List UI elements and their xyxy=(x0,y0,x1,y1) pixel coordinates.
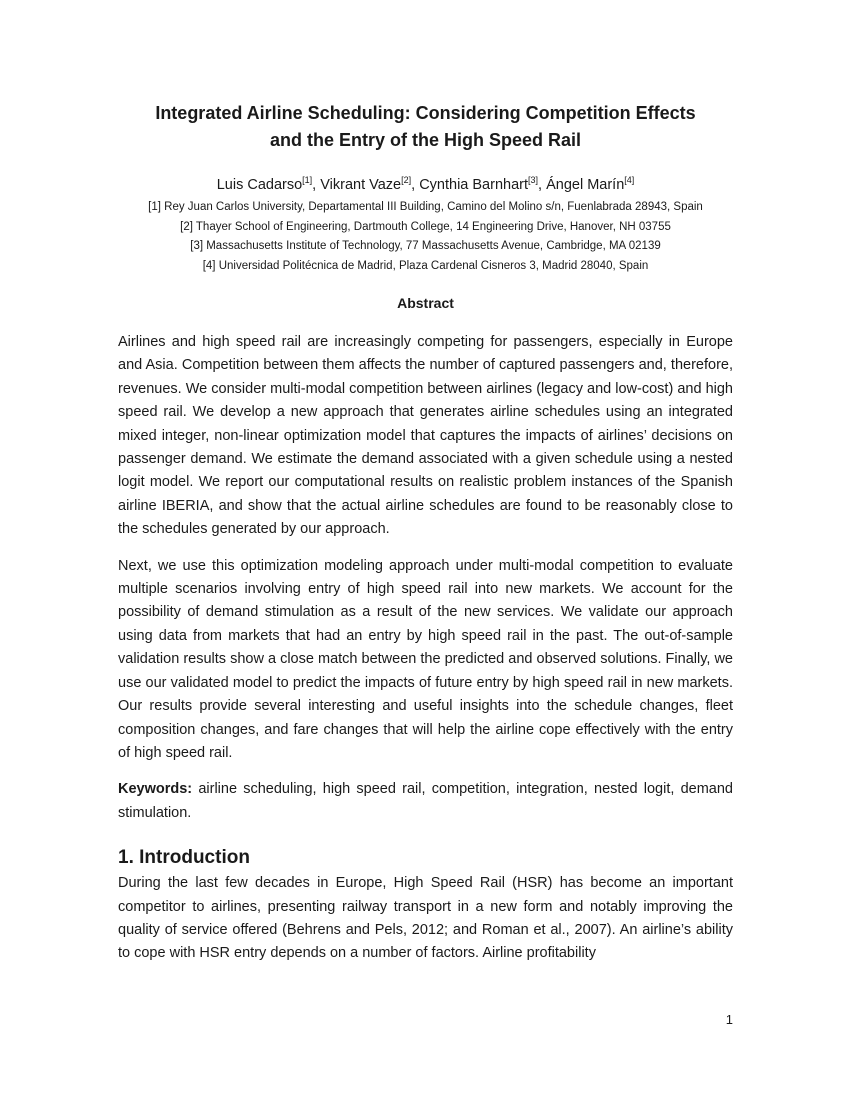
abstract-paragraph-1: Airlines and high speed rail are increasingly competing for passengers, especially in Europe and Asia. Competition between them affects the number of captured passengers and, therefore, revenues. We consider multi-modal competition between airlines (legacy and low-cost) and high speed rail. We develop a new approach that generates airline schedules using an integrated mixed integer, non-linear optimization model that captures the impacts of airlines’ decisions on passenger demand. We estimate the demand associated with a given schedule using a nested logit model. We report our computational results on realistic problem instances of the Spanish airline IBERIA, and show that the actual airline schedules are found to be reasonably close to the schedules generated by our approach. xyxy=(118,334,733,538)
abstract-paragraph-2: Next, we use this optimization modeling approach under multi-modal competition to evaluate multiple scenarios involving entry of high speed rail into new markets. We account for the possibility of demand stimulation as a result of the new services. We validate our approach using data from markets that had an entry by high speed rail in the past. The out-of-sample validation results show a close match between the predicted and observed solutions. Finally, we use our validated model to predict the impacts of future entry by high speed rail in new markets. Our results provide several interesting and useful insights into the schedule changes, fleet composition changes, and fare changes that will help the airline cope effectively with the entry of high speed rail. xyxy=(118,557,733,761)
paper-page xyxy=(118,100,733,966)
affiliation-item: [2] Thayer School of Engineering, Dartmouth College, 14 Engineering Drive, Hanover, NH 03755 xyxy=(180,220,671,233)
author-ref: [1] xyxy=(302,175,313,186)
affiliation-item: [1] Rey Juan Carlos University, Departamental III Building, Camino del Molino s/n, Fuenlabrada 28943, Spain xyxy=(148,201,703,213)
author-separator: , xyxy=(411,177,420,193)
author-name: Cynthia Barnhart xyxy=(419,177,528,193)
author-list xyxy=(118,174,733,196)
author-ref: [4] xyxy=(624,175,635,186)
author-ref: [3] xyxy=(528,175,539,186)
author-separator: , xyxy=(312,177,321,193)
paper-title xyxy=(118,100,733,154)
intro-paragraph-1: During the last few decades in Europe, High Speed Rail (HSR) has become an important competitor to airlines, presenting railway transport in a new form and notably improving the quality of service offered (Behrens and Pels, 2012; and Roman et al., 2007). An airline’s ability to cope with HSR entry depends on a number of factors. Airline profitability xyxy=(118,875,733,962)
section-heading-introduction: 1. Introduction xyxy=(118,847,250,869)
author-ref: [2] xyxy=(401,175,412,186)
affiliation-item: [3] Massachusetts Institute of Technology, 77 Massachusetts Avenue, Cambridge, MA 02139 xyxy=(190,240,661,252)
keywords-text: airline scheduling, high speed rail, competition, integration, nested logit, demand stimulation. xyxy=(118,781,733,821)
abstract-heading: Abstract xyxy=(397,295,454,311)
author-name: Ángel Marín xyxy=(546,177,625,193)
title-line-1: Integrated Airline Scheduling: Considering Competition Effects xyxy=(155,103,696,123)
keywords-paragraph xyxy=(118,778,733,825)
author-name: Luis Cadarso xyxy=(216,177,303,193)
keywords-label: Keywords: xyxy=(118,781,193,798)
affiliation-item: [4] Universidad Politécnica de Madrid, Plaza Cardenal Cisneros 3, Madrid 28040, Spain xyxy=(202,259,649,272)
affiliation-list xyxy=(118,198,733,276)
author-separator: , xyxy=(538,177,547,193)
author-name: Vikrant Vaze xyxy=(320,177,402,193)
page-number: 1 xyxy=(725,1012,733,1027)
title-line-2: and the Entry of the High Speed Rail xyxy=(269,130,582,150)
